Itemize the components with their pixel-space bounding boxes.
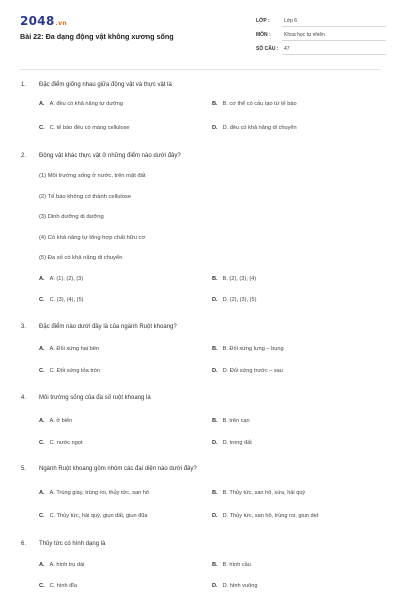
answer-option[interactable]: D. D. trong đất — [212, 440, 252, 446]
answer-option[interactable]: B. B. Thủy tức, san hô, sứa, hải quỳ — [212, 490, 306, 496]
meta-subject-label: MÔN : — [256, 32, 271, 38]
question-text: Đặc điểm giống nhau giữa động vật và thực vật là — [39, 82, 172, 88]
question-text: Đặc điểm nào dưới đây là của ngành Ruột khoang? — [39, 324, 177, 330]
answer-option[interactable]: B. B. Đối xứng lưng – bụng — [212, 346, 284, 352]
question-text: Động vật khác thực vật ở những điểm nào dưới đây? — [39, 153, 181, 159]
answer-option[interactable]: D. D. (2), (3), (5) — [212, 297, 257, 303]
statement-item: (1) Môi trường sống ở nước, trên mặt đất — [39, 173, 146, 179]
meta-subject-value: Khoa học tự nhiên — [284, 32, 325, 38]
statement-item: (5) Đa số có khả năng di chuyển — [39, 255, 123, 261]
statement-item: (2) Tế bào không có thành cellulose — [39, 194, 132, 200]
answer-option[interactable]: C. C. tế bào đều có màng cellulose — [39, 125, 130, 131]
question-text: Ngành Ruột khoang gồm nhóm các đại diện nào dưới đây? — [39, 466, 197, 472]
answer-option[interactable]: B. B. trên cạn — [212, 418, 250, 424]
answer-option[interactable]: B. B. hình cầu — [212, 562, 251, 568]
meta-underline — [282, 26, 386, 27]
meta-underline — [282, 40, 386, 41]
answer-option[interactable]: D. D. Đối xứng trước – sau — [212, 368, 283, 374]
answer-option[interactable]: A. A. Đối xứng hai bên — [39, 346, 100, 352]
answer-option[interactable]: B. B. cơ thể có cấu tạo từ tế bào — [212, 101, 297, 107]
question-number: 5. — [21, 466, 27, 472]
answer-option[interactable]: D. D. hình vuông — [212, 583, 258, 589]
statement-item: (3) Dinh dưỡng dị dưỡng — [39, 214, 104, 220]
meta-underline — [282, 54, 386, 55]
logo-main: 2048 — [20, 14, 55, 28]
answer-option[interactable]: D. D. Thủy tức, san hô, trùng roi, giun dẹt — [212, 513, 319, 519]
answer-option[interactable]: C. C. nước ngọt — [39, 440, 83, 446]
worksheet-header — [0, 0, 400, 62]
answer-option[interactable]: A. A. (1), (2), (3) — [39, 276, 84, 282]
question-number: 2. — [21, 153, 27, 159]
header-divider — [20, 69, 380, 70]
answer-option[interactable]: A. A. hình trụ dài — [39, 562, 85, 568]
question-text: Môi trường sống của đa số ruột khoang là — [39, 395, 151, 401]
answer-option[interactable]: D. D. đều có khả năng di chuyển — [212, 125, 297, 131]
question-number: 6. — [21, 541, 27, 547]
statement-item: (4) Có khả năng tự tổng hợp chất hữu cơ — [39, 235, 146, 241]
question-number: 3. — [21, 324, 27, 330]
answer-option[interactable]: C. C. Đối xứng tỏa tròn — [39, 368, 100, 374]
logo-sub: .vn — [55, 20, 67, 27]
site-logo[interactable] — [20, 14, 67, 28]
answer-option[interactable]: C. C. Thủy tức, hải quỳ, giun đất, giun đũa — [39, 513, 148, 519]
meta-count-value: 47 — [284, 46, 290, 52]
question-number: 1. — [21, 82, 27, 88]
page-title: Bài 22: Đa dạng động vật không xương sống — [20, 32, 174, 41]
question-text: Thủy tức có hình dạng là — [39, 541, 106, 547]
meta-class-value: Lớp 6 — [284, 18, 298, 24]
answer-option[interactable]: A. A. Trùng giày, trùng roi, thủy tức, san hô — [39, 490, 149, 496]
answer-option[interactable]: A. A. ở biển — [39, 418, 73, 424]
meta-class-label: LỚP : — [256, 18, 270, 24]
answer-option[interactable]: A. A. đều có khả năng tự dưỡng — [39, 101, 123, 107]
meta-count-label: SỐ CÂU : — [256, 46, 279, 52]
answer-option[interactable]: C. C. hình đĩa — [39, 583, 77, 589]
answer-option[interactable]: C. C. (3), (4), (5) — [39, 297, 84, 303]
answer-option[interactable]: B. B. (2), (3), (4) — [212, 276, 257, 282]
question-number: 4. — [21, 395, 27, 401]
